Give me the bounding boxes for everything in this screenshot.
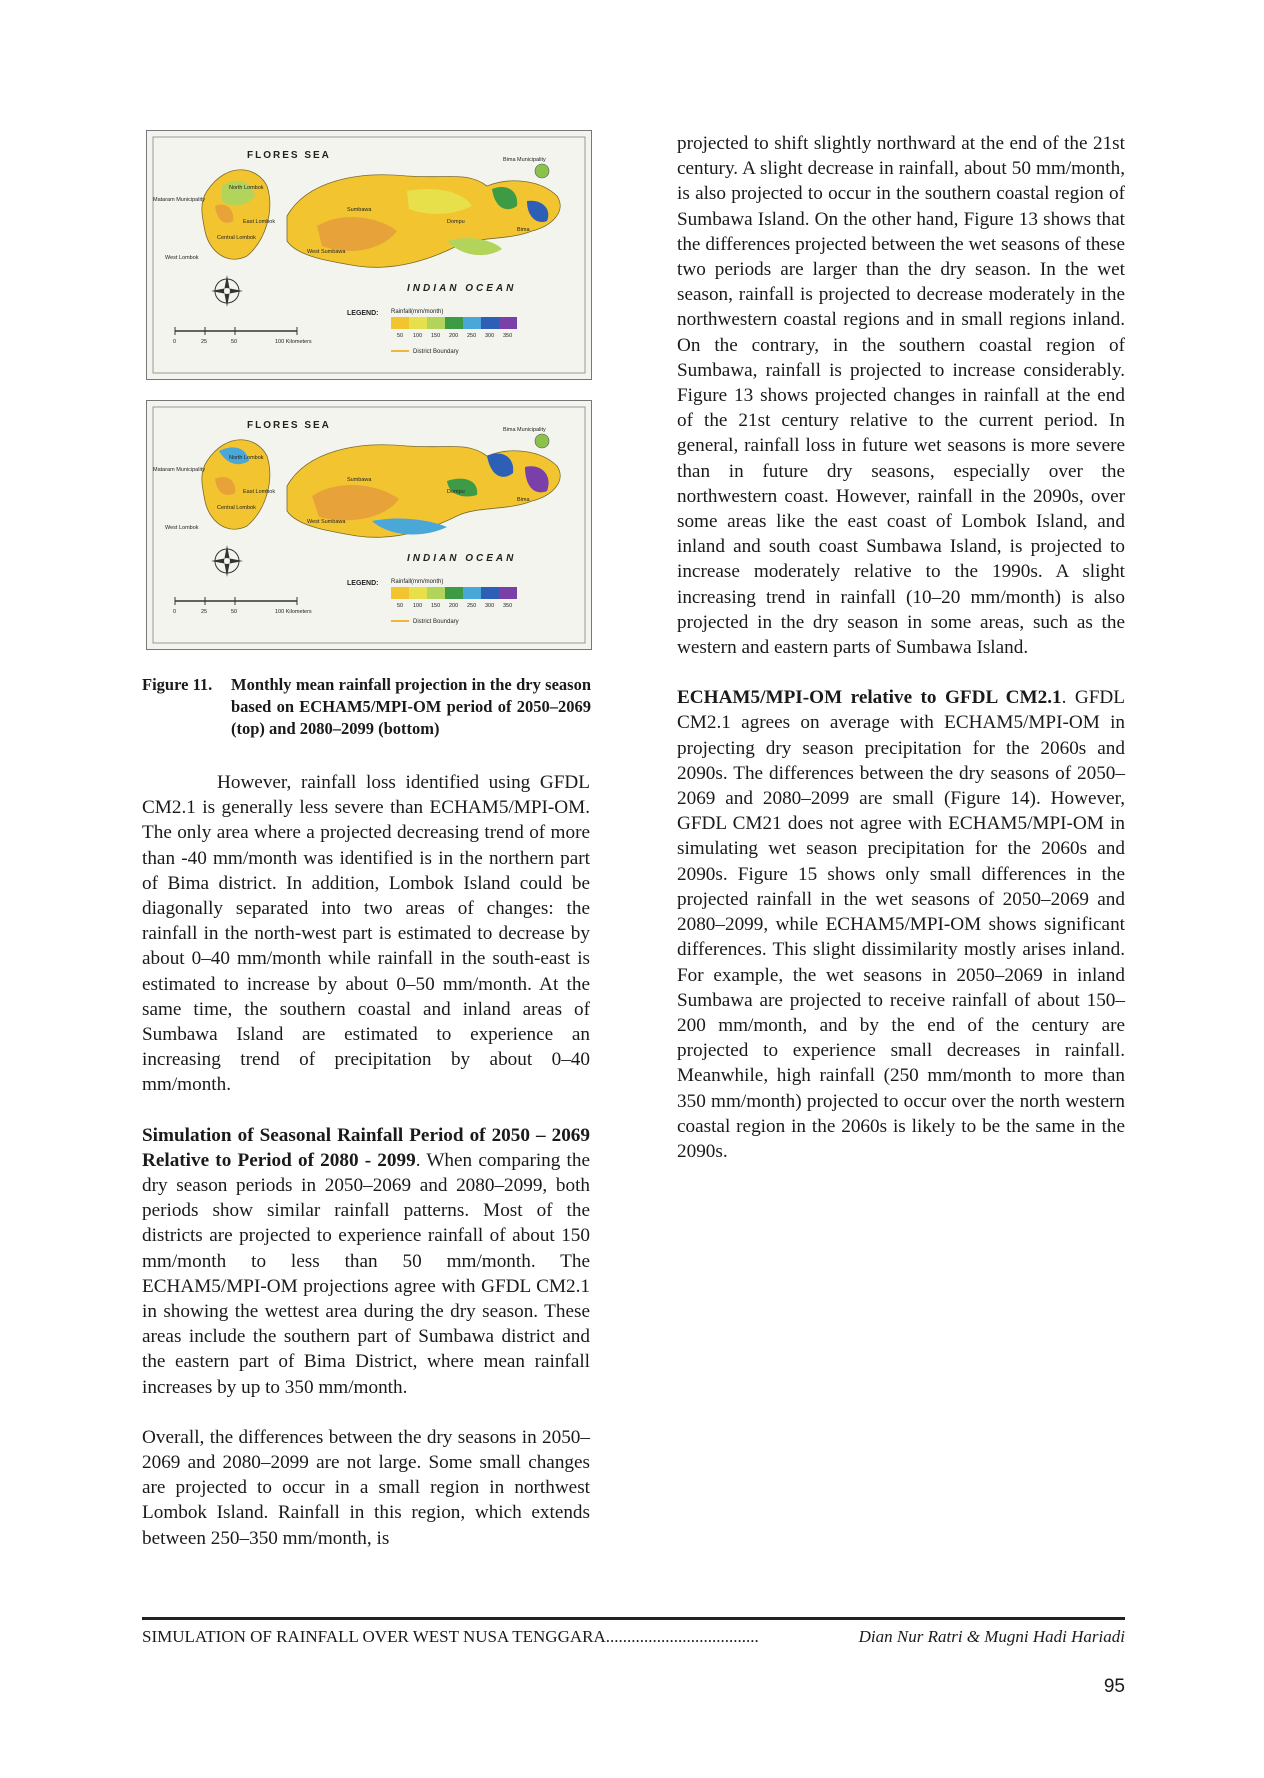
- paragraph: [142, 1123, 590, 1400]
- place-label: West Lombok: [165, 255, 199, 261]
- map-sea-south: INDIAN OCEAN: [407, 283, 517, 294]
- place-label: Bima Municipality: [503, 157, 546, 163]
- scale-tick: 0: [173, 609, 177, 615]
- right-column: [677, 131, 1125, 1189]
- legend-boundary: District Boundary: [413, 619, 459, 625]
- place-label: North Lombok: [229, 185, 264, 191]
- paragraph: However, rainfall loss identified using GFDL CM2.1 is generally less severe than ECHAM5/MPI-OM. The only area where a projected decreasing trend of more than -40 mm/month was identified is in the northern part of Bima district. In addition, Lombok Island could be diagonally separated into two areas of changes: the rainfall in the north-west part is estimated to decrease by about 0–40 mm/month while rainfall in the south-east is estimated to increase by about 0–50 mm/month. At the same time, the southern coastal and inland areas of Sumbawa Island are estimated to experience an increasing trend of precipitation by about 0–40 mm/month.: [142, 772, 590, 1096]
- scale-tick: 50: [231, 609, 238, 615]
- footer-rule: [142, 1617, 1125, 1620]
- legend-tick: 200: [449, 603, 459, 609]
- legend-title: LEGEND:: [347, 580, 379, 587]
- map-graphic: [147, 131, 591, 379]
- place-label: Central Lombok: [217, 235, 256, 241]
- place-label: Bima: [517, 227, 530, 233]
- place-label: Mataram Municipality: [153, 197, 205, 203]
- map-sea-south: INDIAN OCEAN: [407, 553, 517, 564]
- paragraph: projected to shift slightly northward at the end of the 21st century. A slight decrease in rainfall, about 50 mm/month, is also projected to occur in the southern coastal region of Sumbawa Island. On the other hand, Figure 13 shows that the differences projected between the wet seasons of these two periods are larger than the dry season. In the wet season, rainfall is projected to decrease moderately in the northwestern coastal regions and in small regions inland. On the contrary, in the southern coastal region of Sumbawa, rainfall is projected to increase considerably. Figure 13 shows projected changes in rainfall at the end of the 21st century relative to the current period. In general, rainfall loss in future wet seasons is more severe than in future dry seasons, especially over the northwestern coast. However, rainfall in the 2090s, over some areas like the east coast of Lombok Island, and inland and south coast Sumbawa Island, is projected to increase moderately relative to the 1990s. A slight increasing trend in rainfall (10–20 mm/month) is also projected in the dry season in some areas, such as the western and eastern parts of Sumbawa Island.: [677, 133, 1125, 659]
- legend-tick: 300: [485, 603, 495, 609]
- map-sea-north: FLORES SEA: [247, 420, 331, 431]
- footer-title: SIMULATION OF RAINFALL OVER WEST NUSA TENGGARA....................................: [142, 1627, 759, 1646]
- rainfall-map-2080-2099: [146, 400, 592, 650]
- legend-tick: 50: [397, 333, 404, 339]
- rainfall-map-2050-2069: [146, 130, 592, 380]
- scale-tick: 100 Kilometers: [275, 609, 312, 615]
- legend-tick: 350: [503, 603, 513, 609]
- place-label: West Sumbawa: [307, 519, 346, 525]
- scale-tick: 50: [231, 339, 238, 345]
- place-label: East Lombok: [243, 489, 276, 495]
- page-number: 95: [1103, 1676, 1125, 1697]
- legend-label: Rainfall(mm/month): [391, 309, 444, 315]
- left-column: [142, 770, 590, 1576]
- place-label: Central Lombok: [217, 505, 256, 511]
- paragraph: [677, 685, 1125, 1164]
- scale-tick: 100 Kilometers: [275, 339, 312, 345]
- legend-title: LEGEND:: [347, 310, 379, 317]
- legend-tick: 50: [397, 603, 404, 609]
- legend-tick: 350: [503, 333, 513, 339]
- legend-tick: 150: [431, 603, 441, 609]
- place-label: West Sumbawa: [307, 249, 346, 255]
- legend-tick: 250: [467, 333, 477, 339]
- place-label: Mataram Municipality: [153, 467, 205, 473]
- caption-text: Monthly mean rainfall projection in the dry season based on ECHAM5/MPI-OM period of 2050–2069 (top) and 2080–2099 (bottom): [231, 675, 591, 738]
- section-heading: Simulation of Seasonal Rainfall Period of 2050 – 2069 Relative to Period of 2080 - 2099: [142, 1124, 590, 1171]
- place-label: East Lombok: [243, 219, 276, 225]
- scale-tick: 25: [201, 609, 208, 615]
- scale-tick: 25: [201, 339, 208, 345]
- footer-authors: Dian Nur Ratri & Mugni Hadi Hariadi: [858, 1627, 1125, 1646]
- legend-tick: 300: [485, 333, 495, 339]
- legend-tick: 100: [413, 603, 423, 609]
- legend-boundary: District Boundary: [413, 349, 459, 355]
- figure-11: [146, 130, 590, 670]
- paragraph-text: . GFDL CM2.1 agrees on average with ECHAM5/MPI-OM in projecting dry season precipitation for the 2060s and 2090s. The differences between the dry seasons of 2050–2069 and 2080–2099 are small (Figure 14). However, GFDL CM21 does not agree with ECHAM5/MPI-OM in simulating wet season precipitation for the 2060s and 2090s. Figure 15 shows only small differences in the projected rainfall in the wet seasons of 2050–2069 and 2080–2099, while ECHAM5/MPI-OM shows significant differences. This slight dissimilarity mostly arises inland. For example, the wet seasons in 2050–2069 in inland Sumbawa are projected to receive rainfall of about 150–200 mm/month, and by the end of the century are projected to experience small decreases in rainfall. Meanwhile, high rainfall (250 mm/month to more than 350 mm/month) projected to occur over the north western coastal region in the 2060s is likely to be the same in the 2090s.: [677, 687, 1125, 1162]
- place-label: Bima Municipality: [503, 427, 546, 433]
- place-label: Sumbawa: [347, 477, 372, 483]
- place-label: Dompu: [447, 489, 465, 495]
- legend-tick: 200: [449, 333, 459, 339]
- paragraph: Overall, the differences between the dry seasons in 2050–2069 and 2080–2099 are not large. Some small changes are projected to occur in a small region in northwest Lombok Island. Rainfall in this region, which extends between 250–350 mm/month, is: [142, 1426, 590, 1549]
- legend-tick: 250: [467, 603, 477, 609]
- map-sea-north: FLORES SEA: [247, 150, 331, 161]
- scale-tick: 0: [173, 339, 177, 345]
- paragraph-text: . When comparing the dry season periods in 2050–2069 and 2080–2099, both periods show similar rainfall patterns. Most of the districts are projected to experience rainfall of about 150 mm/month to less than 50 mm/month. The ECHAM5/MPI-OM projections agree with GFDL CM2.1 in showing the wettest area during the dry season. These areas include the southern part of Sumbawa district and the eastern part of Bima District, where mean rainfall increases by up to 350 mm/month.: [142, 1149, 590, 1398]
- legend-label: Rainfall(mm/month): [391, 579, 444, 585]
- map-graphic: [147, 401, 591, 649]
- caption-number: Figure 11.: [142, 675, 213, 694]
- place-label: Bima: [517, 497, 530, 503]
- place-label: West Lombok: [165, 525, 199, 531]
- place-label: Sumbawa: [347, 207, 372, 213]
- place-label: Dompu: [447, 219, 465, 225]
- legend-tick: 100: [413, 333, 423, 339]
- legend-tick: 150: [431, 333, 441, 339]
- place-label: North Lombok: [229, 455, 264, 461]
- section-heading: ECHAM5/MPI-OM relative to GFDL CM2.1: [677, 687, 1062, 709]
